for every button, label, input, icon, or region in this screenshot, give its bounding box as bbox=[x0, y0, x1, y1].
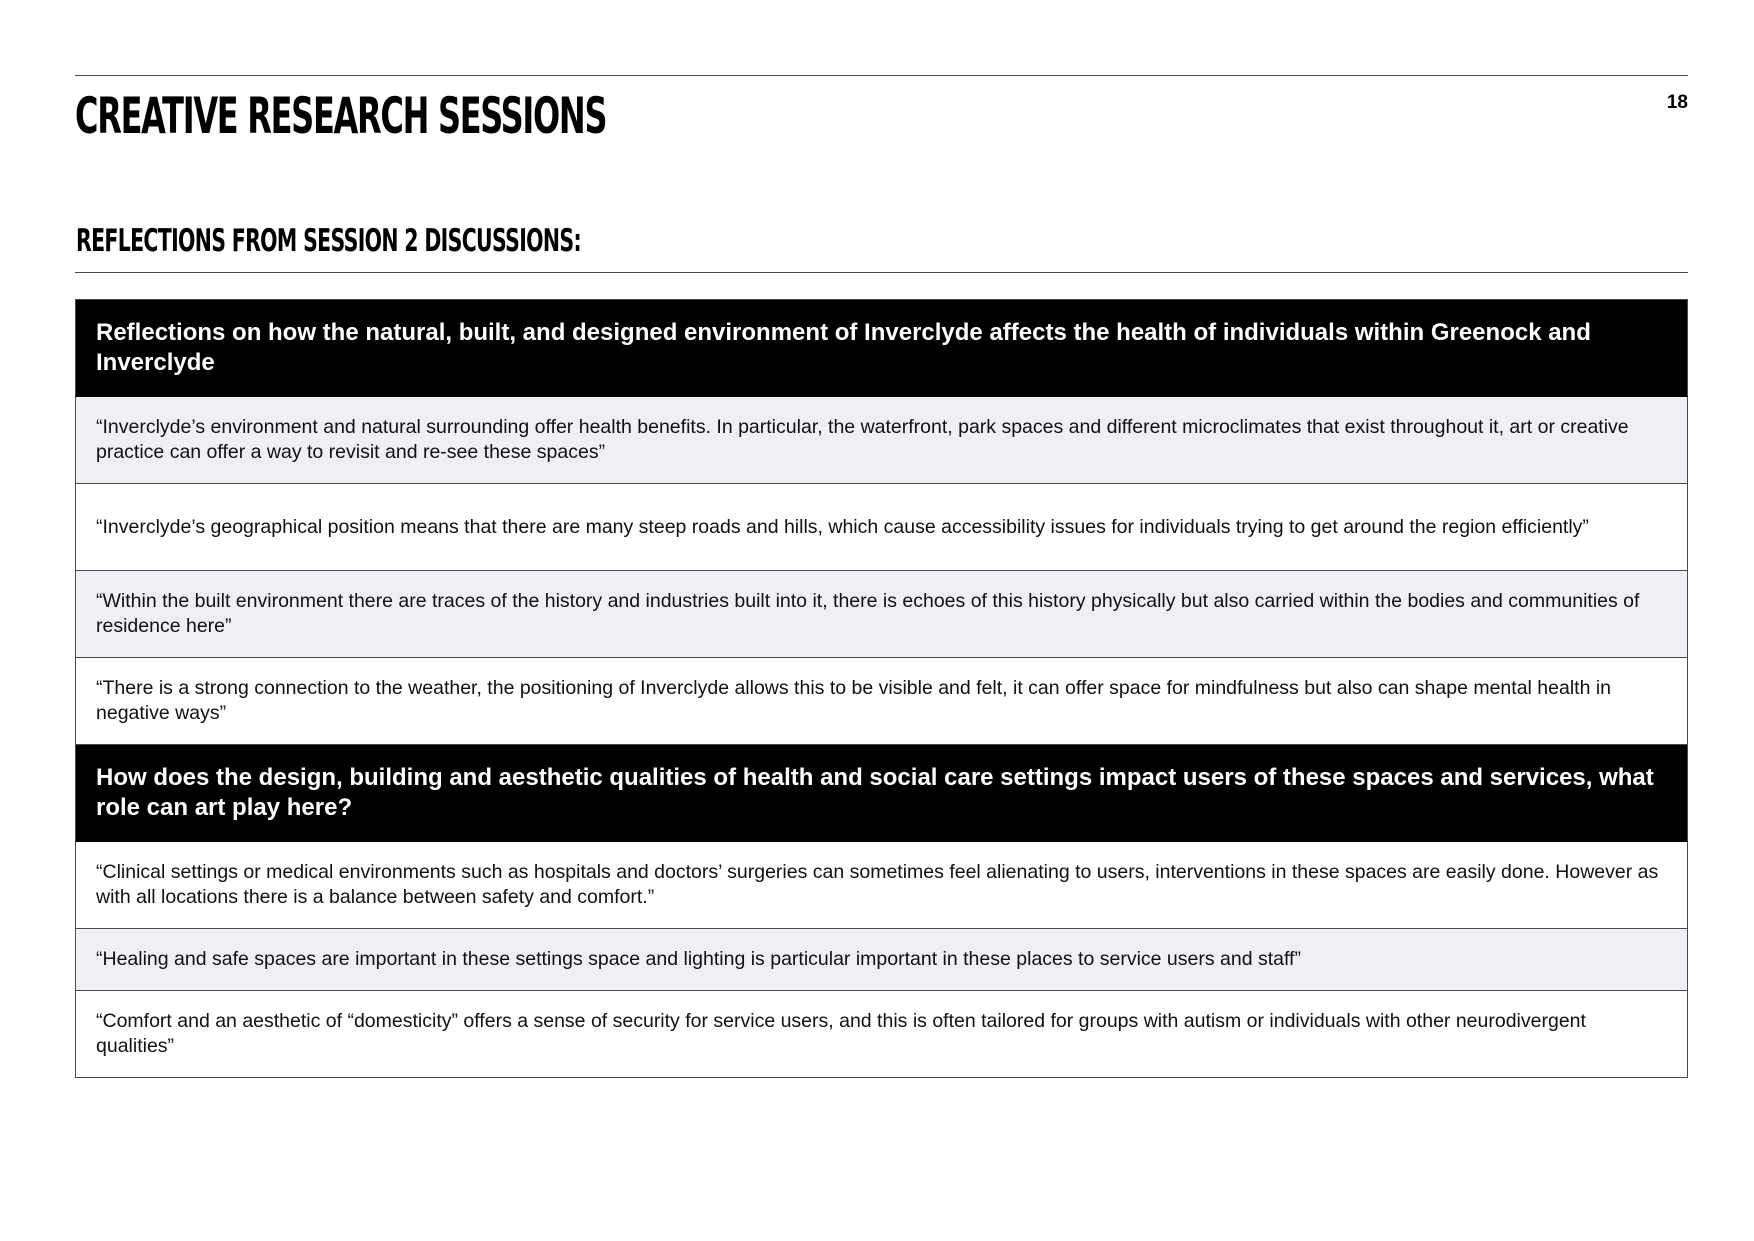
table-row bbox=[76, 397, 1688, 484]
page-number: 18 bbox=[1666, 92, 1688, 113]
quote-cell: “Inverclyde’s environment and natural surrounding offer health benefits. In particular, the waterfront, park spaces and different microclimates that exist throughout it, art or creative practice can offer a way to revisit and re-see these spaces” bbox=[76, 397, 1688, 484]
quote-cell: “Clinical settings or medical environments such as hospitals and doctors’ surgeries can sometimes feel alienating to users, interventions in these spaces are easily done. However as with all locations there is a balance between safety and comfort.” bbox=[76, 842, 1688, 929]
group-header-environment: Reflections on how the natural, built, and designed environment of Inverclyde affects the health of individuals within Greenock and Inverclyde bbox=[76, 300, 1688, 397]
table-row bbox=[76, 658, 1688, 745]
table-group-header bbox=[76, 300, 1688, 397]
page-title: CREATIVE RESEARCH SESSIONS bbox=[75, 87, 607, 145]
quote-cell: “Within the built environment there are traces of the history and industries built into it, there is echoes of this history physically but also carried within the bodies and communities of residence here” bbox=[76, 571, 1688, 658]
table-row bbox=[76, 842, 1688, 929]
reflections-table bbox=[75, 299, 1688, 1078]
quote-cell: “Comfort and an aesthetic of “domesticity” offers a sense of security for service users, and this is often tailored for groups with autism or individuals with other neurodivergent qualities” bbox=[76, 991, 1688, 1078]
table-group-header bbox=[76, 745, 1688, 842]
quote-cell: “Healing and safe spaces are important in these settings space and lighting is particular important in these places to service users and staff” bbox=[76, 929, 1688, 991]
top-divider bbox=[75, 75, 1688, 76]
section-heading: REFLECTIONS FROM SESSION 2 DISCUSSIONS: bbox=[76, 223, 581, 259]
table-row bbox=[76, 571, 1688, 658]
group-header-care-settings: How does the design, building and aesthetic qualities of health and social care settings impact users of these spaces and services, what role can art play here? bbox=[76, 745, 1688, 842]
table-row bbox=[76, 484, 1688, 571]
quote-cell: “There is a strong connection to the weather, the positioning of Inverclyde allows this to be visible and felt, it can offer space for mindfulness but also can shape mental health in negative ways” bbox=[76, 658, 1688, 745]
table-row bbox=[76, 991, 1688, 1078]
section-divider bbox=[75, 272, 1688, 273]
table-row bbox=[76, 929, 1688, 991]
quote-cell: “Inverclyde’s geographical position means that there are many steep roads and hills, which cause accessibility issues for individuals trying to get around the region efficiently” bbox=[76, 484, 1688, 571]
